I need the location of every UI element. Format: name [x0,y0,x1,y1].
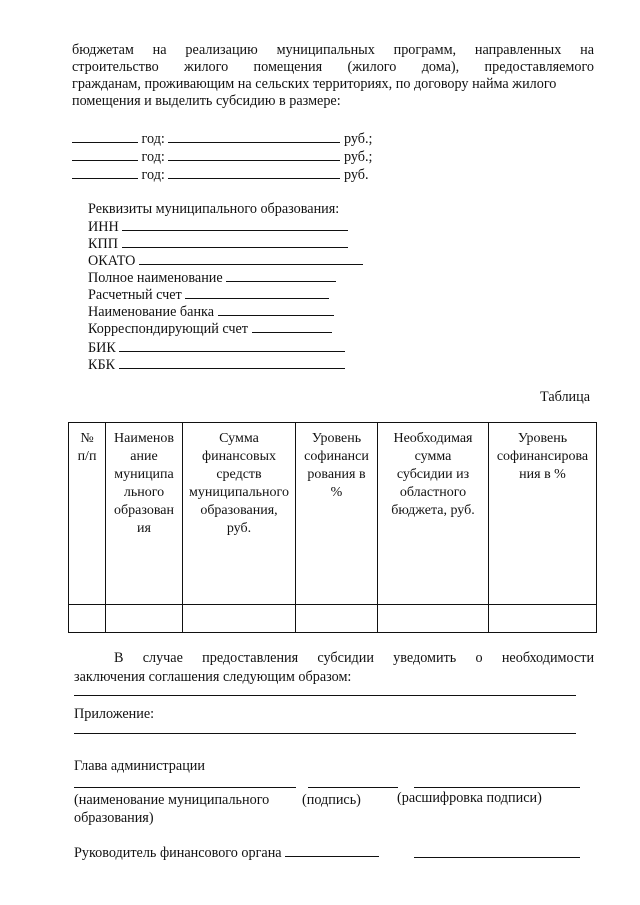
finance-head [74,844,379,862]
year-blank [72,148,138,161]
unit-label: руб.; [343,149,373,165]
field-kpp [88,235,348,253]
intro-word: строительство [72,59,159,75]
year-label: год: [141,167,165,183]
sign-line-name [74,787,296,788]
table-header-row [69,423,597,605]
field-okato [88,252,363,270]
year-row-3 [72,166,369,184]
intro-word: программ, направленных на [393,42,594,58]
field-label: Наименование банка [88,304,215,320]
finance-decode-line [414,857,580,858]
caption-sign: (подпись) [302,792,361,808]
unit-label: руб. [343,167,369,183]
table-cell [183,605,296,633]
year-row-2 [72,148,372,166]
field-label: КБК [88,357,116,373]
field-bik [88,339,345,357]
notify-blank-line [74,695,576,696]
field-blank [218,303,334,316]
notify-word: В [114,650,124,666]
year-blank [72,130,138,143]
field-blank [139,252,363,265]
field-blank [119,356,345,369]
intro-word: (жилого [347,59,397,75]
subsidy-table [68,422,597,633]
table-caption: Таблица [540,389,591,405]
sign-line-signature [308,787,398,788]
intro-word: реализацию [185,42,258,58]
intro-line-3: гражданам, проживающим на сельских территориях, по договору найма жилого [72,76,557,92]
field-blank [185,286,329,299]
header-text: Наименов ание муниципа льного образован ия [114,431,174,536]
header-cell [106,423,183,605]
intro-word: жилого [184,59,229,75]
intro-line-1 [72,42,594,59]
notify-word: уведомить [393,650,457,666]
caption-name: (наименование муниципального [74,792,270,808]
amount-blank [168,148,340,161]
field-label: КПП [88,236,118,252]
amount-blank [168,130,340,143]
intro-word: предоставляемого [484,59,595,75]
appendix-label: Приложение: [74,706,155,722]
finance-sign-blank [285,844,379,857]
appendix-blank-line [74,733,576,734]
header-cell [69,423,106,605]
year-label: год: [141,149,165,165]
intro-word: помещения [253,59,323,75]
table-cell [378,605,489,633]
table-cell [106,605,183,633]
header-cell [378,423,489,605]
field-account [88,286,329,304]
field-label: Полное наименование [88,270,223,286]
year-label: год: [141,131,165,147]
requisites-heading: Реквизиты муниципального образования: [88,201,340,217]
amount-blank [168,166,340,179]
field-blank [119,339,345,352]
field-bank [88,303,334,321]
notify-word: предоставления [202,650,299,666]
notify-line-2: заключения соглашения следующим образом: [74,669,352,685]
field-label: Расчетный счет [88,287,182,303]
field-blank [252,320,332,333]
caption-name-2: образования) [74,810,154,826]
caption-decode: (расшифровка подписи) [397,790,542,806]
unit-label: руб.; [343,131,373,147]
notify-word: о [475,650,483,666]
field-inn [88,218,348,236]
field-blank [226,269,336,282]
field-kbk [88,356,345,374]
notify-word: субсидии [317,650,374,666]
field-label: ИНН [88,219,119,235]
year-blank [72,166,138,179]
intro-word: муниципальных [276,42,375,58]
notify-word: случае [142,650,183,666]
header-text: Необходимая сумма субсидии из областного бюджета, руб. [391,431,475,518]
field-full-name [88,269,336,287]
field-label: БИК [88,340,116,356]
intro-word: дома), [421,59,460,75]
field-label: ОКАТО [88,253,136,269]
year-row-1 [72,130,372,148]
field-blank [122,218,348,231]
intro-word: бюджетам на [72,42,167,58]
header-text: Уровень софинанси рования в % [304,431,369,500]
sign-line-decode [414,787,580,788]
header-text: Сумма финансовых средств муниципального образования, руб. [189,431,289,536]
field-corr-account [88,320,332,338]
field-label: Корреспондирующий счет [88,321,248,337]
notify-word: необходимости [501,650,595,666]
header-text: № п/п [77,431,97,464]
field-blank [122,235,348,248]
header-cell [489,423,597,605]
header-text: Уровень софинансирова ния в % [496,431,589,482]
header-cell [183,423,296,605]
intro-line-4: помещения и выделить субсидию в размере: [72,93,341,109]
table-cell [489,605,597,633]
intro-line-2 [72,59,594,76]
notify-line-1 [114,650,594,667]
table-row [69,605,597,633]
header-cell [296,423,378,605]
table-cell [296,605,378,633]
head-title: Глава администрации [74,758,205,774]
table-cell [69,605,106,633]
finance-head-label: Руководитель финансового органа [74,845,282,861]
